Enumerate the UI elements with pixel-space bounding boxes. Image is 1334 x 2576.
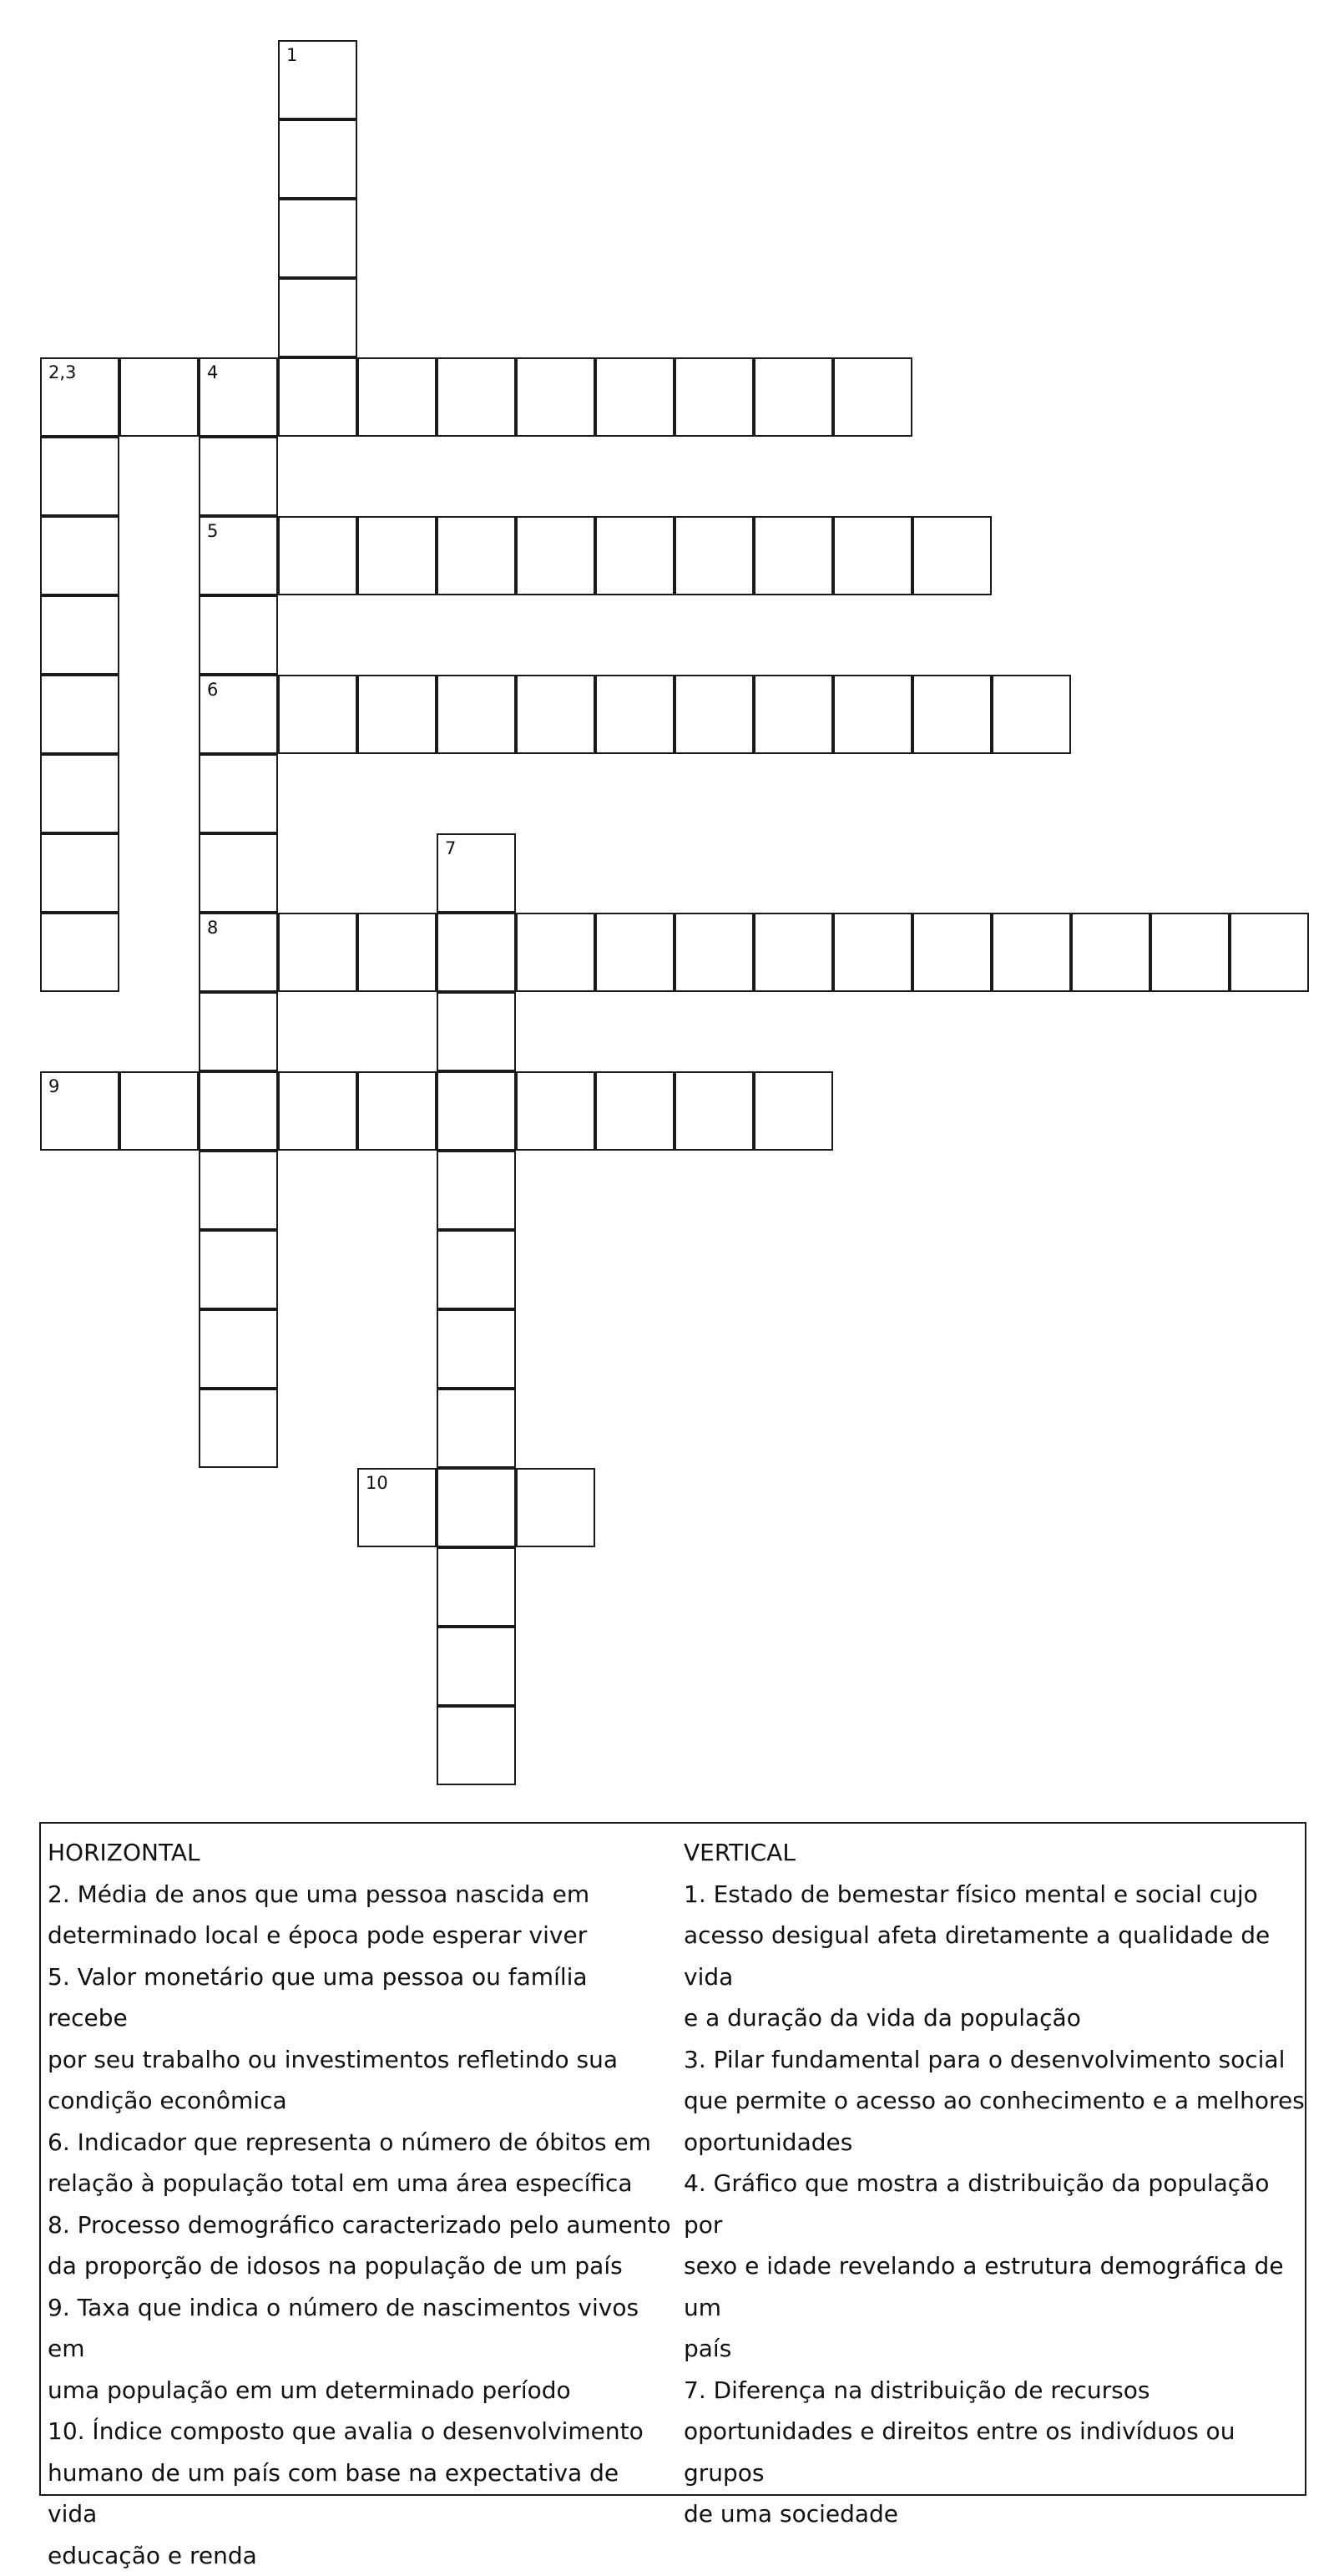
crossword-cell[interactable] — [437, 516, 516, 595]
crossword-cell[interactable] — [516, 516, 595, 595]
crossword-cell[interactable] — [754, 675, 833, 754]
crossword-cell[interactable] — [199, 833, 278, 913]
crossword-cell[interactable] — [199, 913, 278, 992]
clue-line: 1. Estado de bemestar físico mental e social cujo — [684, 1874, 1306, 1916]
crossword-cell[interactable] — [437, 913, 516, 992]
clue-number: 4 — [207, 364, 218, 382]
crossword-cell[interactable] — [516, 357, 595, 437]
crossword-cell[interactable] — [595, 675, 675, 754]
crossword-cell[interactable] — [199, 1389, 278, 1468]
crossword-cell[interactable] — [437, 1627, 516, 1706]
crossword-cell[interactable] — [437, 1468, 516, 1547]
crossword-cell[interactable] — [357, 675, 437, 754]
crossword-cell[interactable] — [516, 1468, 595, 1547]
clue-line: 2. Média de anos que uma pessoa nascida em — [48, 1874, 674, 1916]
crossword-cell[interactable] — [437, 833, 516, 913]
crossword-cell[interactable] — [199, 675, 278, 754]
clue-line: 9. Taxa que indica o número de nascimentos vivos em — [48, 2287, 674, 2370]
crossword-cell[interactable] — [199, 1151, 278, 1230]
clue-number: 5 — [207, 523, 218, 540]
crossword-cell[interactable] — [199, 437, 278, 516]
clue-line: 6. Indicador que representa o número de óbitos em — [48, 2122, 674, 2164]
crossword-cell[interactable] — [754, 357, 833, 437]
crossword-cell[interactable] — [357, 1071, 437, 1151]
crossword-cell[interactable] — [119, 1071, 199, 1151]
clue-line: determinado local e época pode esperar viver — [48, 1915, 674, 1956]
clue-number: 1 — [286, 47, 297, 64]
crossword-cell[interactable] — [278, 278, 357, 357]
crossword-cell[interactable] — [516, 1071, 595, 1151]
crossword-cell[interactable] — [278, 516, 357, 595]
crossword-cell[interactable] — [278, 119, 357, 199]
clue-number: 6 — [207, 681, 218, 699]
crossword-cell[interactable] — [199, 1230, 278, 1309]
crossword-cell[interactable] — [119, 357, 199, 437]
crossword-cell[interactable] — [833, 357, 912, 437]
crossword-cell[interactable] — [437, 1230, 516, 1309]
crossword-cell[interactable] — [40, 595, 119, 675]
crossword-cell[interactable] — [278, 1071, 357, 1151]
crossword-cell[interactable] — [912, 913, 992, 992]
crossword-cell[interactable] — [199, 754, 278, 833]
crossword-cell[interactable] — [437, 1071, 516, 1151]
crossword-cell[interactable] — [40, 516, 119, 595]
crossword-cell[interactable] — [40, 754, 119, 833]
crossword-cell[interactable] — [40, 437, 119, 516]
crossword-cell[interactable] — [199, 1309, 278, 1389]
crossword-cell[interactable] — [595, 1071, 675, 1151]
crossword-cell[interactable] — [278, 675, 357, 754]
crossword-cell[interactable] — [40, 357, 119, 437]
clue-line: que permite o acesso ao conhecimento e a melhores — [684, 2080, 1306, 2122]
crossword-cell[interactable] — [675, 1071, 754, 1151]
clue-line: e a duração da vida da população — [684, 1997, 1306, 2039]
crossword-cell[interactable] — [199, 1071, 278, 1151]
crossword-cell[interactable] — [675, 675, 754, 754]
crossword-cell[interactable] — [516, 675, 595, 754]
crossword-cell[interactable] — [833, 913, 912, 992]
crossword-cell[interactable] — [437, 1389, 516, 1468]
crossword-cell[interactable] — [595, 516, 675, 595]
crossword-cell[interactable] — [278, 199, 357, 278]
clue-line: oportunidades e direitos entre os indivíduos ou grupos — [684, 2411, 1306, 2493]
crossword-cell[interactable] — [675, 516, 754, 595]
clue-line: da proporção de idosos na população de um país — [48, 2245, 674, 2287]
crossword-cell[interactable] — [437, 992, 516, 1071]
vertical-clues-column — [684, 1832, 1306, 2535]
crossword-cell[interactable] — [357, 357, 437, 437]
crossword-cell[interactable] — [912, 675, 992, 754]
clue-number: 10 — [366, 1475, 388, 1492]
clue-line: 5. Valor monetário que uma pessoa ou família recebe — [48, 1956, 674, 2039]
crossword-cell[interactable] — [437, 357, 516, 437]
clues-box — [39, 1822, 1306, 2496]
crossword-cell[interactable] — [754, 1071, 833, 1151]
crossword-cell[interactable] — [40, 1071, 119, 1151]
clue-line: educação e renda — [48, 2535, 674, 2576]
crossword-cell[interactable] — [675, 913, 754, 992]
crossword-cell[interactable] — [992, 675, 1071, 754]
crossword-cell[interactable] — [1150, 913, 1230, 992]
crossword-cell[interactable] — [437, 1547, 516, 1627]
crossword-cell[interactable] — [833, 675, 912, 754]
clue-line: sexo e idade revelando a estrutura demográfica de um — [684, 2245, 1306, 2328]
clue-line: relação à população total em uma área específica — [48, 2163, 674, 2204]
horizontal-heading: HORIZONTAL — [48, 1832, 674, 1874]
crossword-cell[interactable] — [199, 357, 278, 437]
crossword-cell[interactable] — [595, 357, 675, 437]
crossword-cell[interactable] — [278, 40, 357, 119]
crossword-cell[interactable] — [437, 675, 516, 754]
clue-line: de uma sociedade — [684, 2493, 1306, 2535]
crossword-cell[interactable] — [1230, 913, 1309, 992]
clue-line: 3. Pilar fundamental para o desenvolvimento social — [684, 2039, 1306, 2081]
crossword-cell[interactable] — [199, 516, 278, 595]
crossword-cell[interactable] — [278, 913, 357, 992]
crossword-cell[interactable] — [437, 1151, 516, 1230]
clue-line: condição econômica — [48, 2080, 674, 2122]
clue-number: 2,3 — [48, 364, 76, 382]
clue-number: 8 — [207, 919, 218, 937]
crossword-cell[interactable] — [754, 913, 833, 992]
crossword-cell[interactable] — [40, 675, 119, 754]
horizontal-clues-column — [48, 1832, 674, 2576]
crossword-cell[interactable] — [1071, 913, 1150, 992]
clue-line: 8. Processo demográfico caracterizado pelo aumento — [48, 2204, 674, 2246]
clue-line: por seu trabalho ou investimentos refletindo sua — [48, 2039, 674, 2081]
crossword-cell[interactable] — [357, 516, 437, 595]
clue-line: uma população em um determinado período — [48, 2370, 674, 2412]
crossword-cell[interactable] — [516, 913, 595, 992]
crossword-cell[interactable] — [357, 1468, 437, 1547]
crossword-cell[interactable] — [754, 516, 833, 595]
clue-line: 10. Índice composto que avalia o desenvolvimento — [48, 2411, 674, 2452]
clue-number: 7 — [445, 840, 456, 858]
crossword-cell[interactable] — [278, 357, 357, 437]
crossword-cell[interactable] — [912, 516, 992, 595]
clue-line: humano de um país com base na expectativa de vida — [48, 2452, 674, 2535]
clue-number: 9 — [48, 1078, 59, 1096]
crossword-cell[interactable] — [437, 1309, 516, 1389]
crossword-cell[interactable] — [40, 833, 119, 913]
crossword-cell[interactable] — [199, 595, 278, 675]
crossword-cell[interactable] — [437, 1706, 516, 1785]
vertical-heading: VERTICAL — [684, 1832, 1306, 1874]
clue-line: 4. Gráfico que mostra a distribuição da população por — [684, 2163, 1306, 2245]
crossword-cell[interactable] — [675, 357, 754, 437]
clue-line: acesso desigual afeta diretamente a qualidade de vida — [684, 1915, 1306, 1997]
crossword-cell[interactable] — [595, 913, 675, 992]
clue-line: oportunidades — [684, 2122, 1306, 2164]
clue-line: 7. Diferença na distribuição de recursos — [684, 2370, 1306, 2412]
crossword-cell[interactable] — [833, 516, 912, 595]
clue-line: país — [684, 2328, 1306, 2370]
crossword-cell[interactable] — [992, 913, 1071, 992]
crossword-cell[interactable] — [357, 913, 437, 992]
crossword-cell[interactable] — [40, 913, 119, 992]
crossword-cell[interactable] — [199, 992, 278, 1071]
